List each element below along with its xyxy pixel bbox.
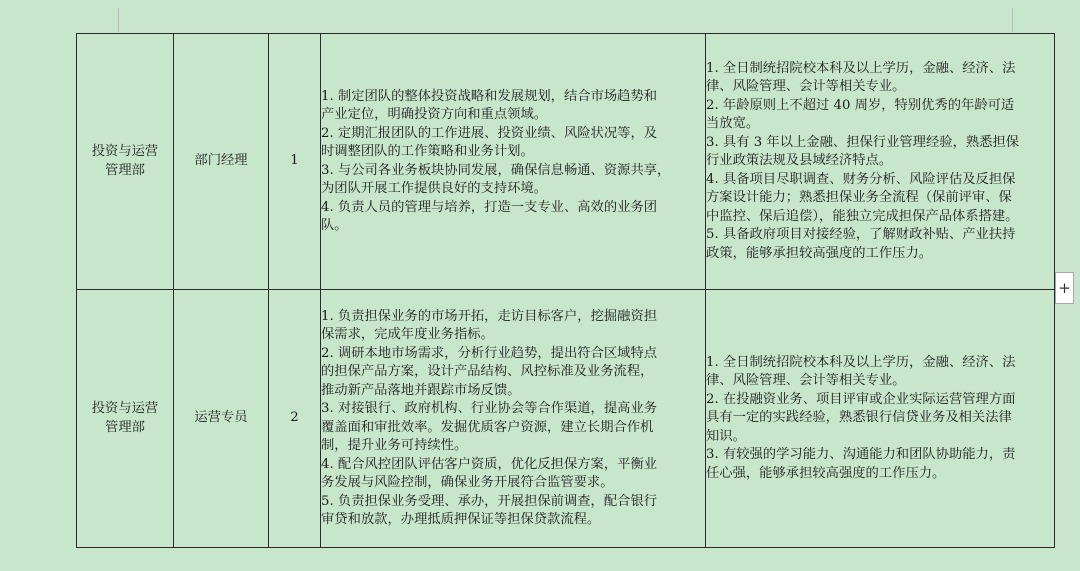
department-line: 管理部 [105,419,145,435]
text-line: 3. 与公司各业务板块协同发展，确保信息畅通、资源共享， [321,162,671,178]
position-cell: 部门经理 [174,34,269,290]
requirements-cell [706,34,1055,290]
text-line: 3. 对接银行、政府机构、行业协会等合作渠道，提高业务 [321,401,658,416]
text-line: 任心强，能够承担较高强度的工作压力。 [706,465,946,481]
text-line: 政策，能够承担较高强度的工作压力。 [706,245,933,261]
text-line: 制，提升业务可持续性。 [321,438,468,453]
text-line: 推动新产品落地并跟踪市场反馈。 [321,382,521,398]
duties-cell [321,290,706,548]
duties-lines [321,88,705,236]
text-line: 3. 具有 3 年以上金融、担保行业管理经验，熟悉担保 [706,134,1020,150]
duties-lines [321,308,705,530]
department-line: 管理部 [105,162,145,178]
count-cell: 1 [269,34,321,290]
text-line: 律、风险管理、会计等相关专业。 [706,79,906,95]
text-line: 4. 具备项目尽职调查、财务分析、风险评估及反担保 [706,171,1016,187]
margin-guide-right [1012,8,1013,32]
department-line: 投资与运营 [91,144,159,159]
text-line: 审贷和放款，办理抵质押保证等担保贷款流程。 [321,512,601,527]
requirements-lines [706,354,1054,484]
table-row [77,34,1055,290]
job-table [76,33,1055,548]
table-expand-button[interactable]: + [1055,272,1074,304]
text-line: 知识。 [706,428,746,444]
text-line: 方案设计能力；熟悉担保业务全流程（保前评审、保 [706,190,1012,206]
text-line: 律、风险管理、会计等相关专业。 [706,373,906,389]
text-line: 2. 年龄原则上不超过 40 周岁，特别优秀的年龄可适 [706,97,1015,113]
text-line: 1. 负责担保业务的市场开拓，走访目标客户，挖掘融资担 [321,308,658,324]
duties-cell [321,34,706,290]
text-line: 2. 调研本地市场需求，分析行业趋势，提出符合区域特点 [321,345,658,361]
text-line: 务发展与风险控制，确保业务开展符合监管要求。 [321,475,614,490]
text-line: 4. 配合风控团队评估客户资质，优化反担保方案，平衡业 [321,456,658,472]
text-line: 覆盖面和审批效率。发掘优质客户资源，建立长期合作机 [321,419,654,435]
text-line: 为团队开展工作提供良好的支持环境。 [321,181,548,196]
requirements-lines [706,60,1054,264]
text-line: 队。 [321,218,348,233]
count-cell: 2 [269,290,321,548]
text-line: 中监控、保后追偿），能独立完成担保产品体系搭建。 [706,208,1019,224]
table-row [77,290,1055,548]
text-line: 当放宽。 [706,116,760,132]
text-line: 2. 定期汇报团队的工作进展、投资业绩、风险状况等，及 [321,125,658,141]
text-line: 5. 具备政府项目对接经验，了解财政补贴、产业扶持 [706,227,1016,243]
department-cell [77,34,174,290]
text-line: 5. 负责担保业务受理、承办，开展担保前调查，配合银行 [321,493,658,509]
text-line: 行业政策法规及县域经济特点。 [706,153,893,169]
department-line: 投资与运营 [91,401,159,416]
margin-guide-left [118,8,119,32]
text-line: 具有一定的实践经验，熟悉银行信贷业务及相关法律 [706,410,1012,426]
text-line: 1. 全日制统招院校本科及以上学历，金融、经济、法 [706,354,1016,370]
text-line: 产业定位，明确投资方向和重点领域。 [321,107,548,122]
department-cell [77,290,174,548]
requirements-cell [706,290,1055,548]
text-line: 1. 全日制统招院校本科及以上学历，金融、经济、法 [706,60,1016,76]
text-line: 3. 有较强的学习能力、沟通能力和团队协助能力，责 [706,447,1016,463]
text-line: 时调整团队的工作策略和业务计划。 [321,144,534,159]
text-line: 4. 负责人员的管理与培养，打造一支专业、高效的业务团 [321,199,658,215]
text-line: 1. 制定团队的整体投资战略和发展规划，结合市场趋势和 [321,88,658,104]
text-line: 2. 在投融资业务、项目评审或企业实际运营管理方面 [706,391,1016,407]
position-cell: 运营专员 [174,290,269,548]
text-line: 保需求，完成年度业务指标。 [321,327,494,342]
text-line: 的担保产品方案，设计产品结构、风控标准及业务流程， [321,364,654,379]
